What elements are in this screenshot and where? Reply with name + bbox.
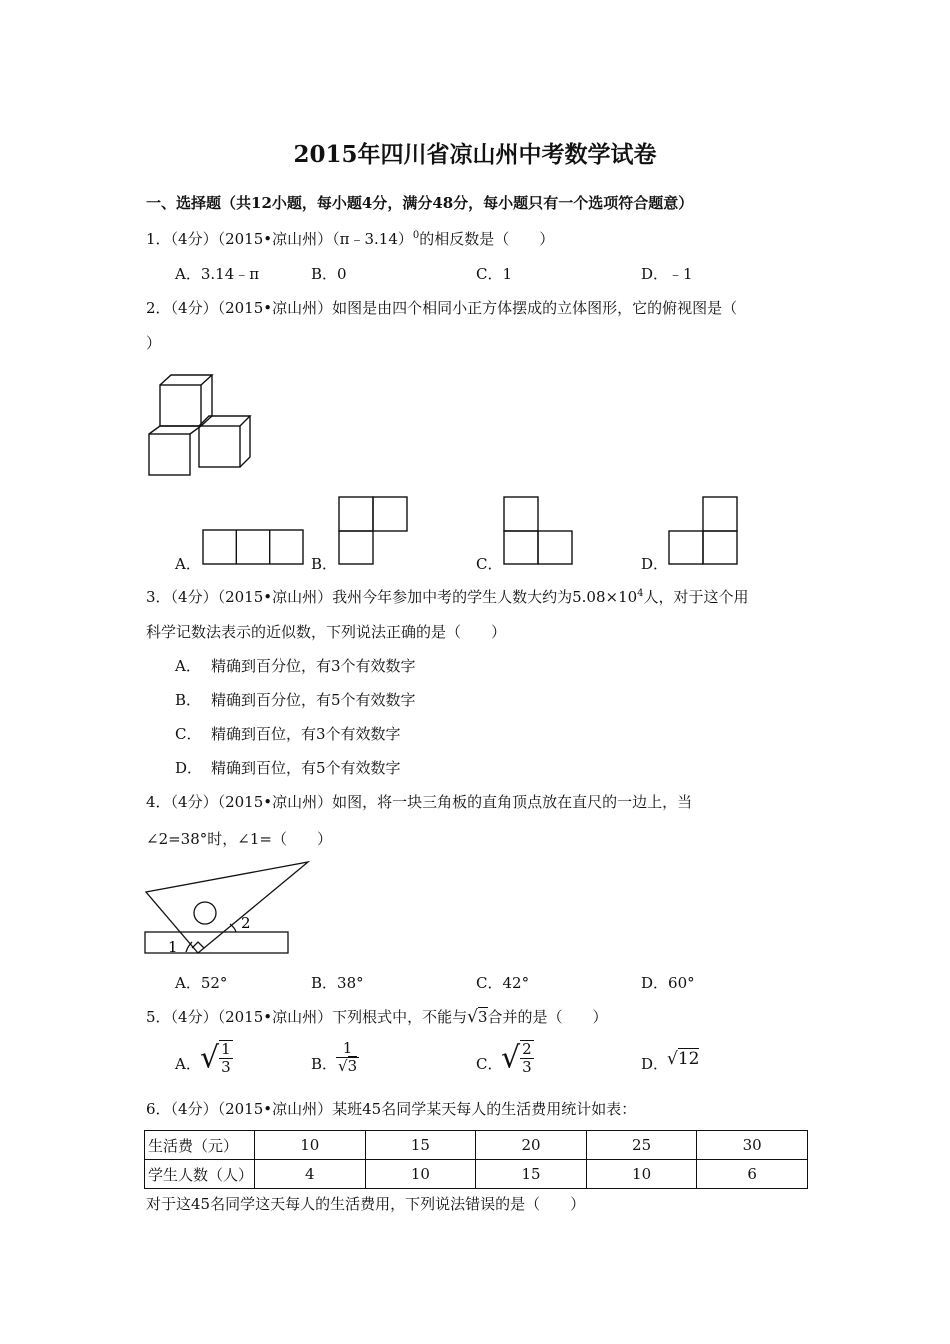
table-cell: 20 — [476, 1131, 587, 1160]
angle-2-arc — [230, 924, 236, 932]
question-5-option-a-label: A． — [175, 1055, 201, 1073]
set-square-hole — [194, 902, 216, 924]
question-5-stem — [146, 1006, 608, 1027]
table-cell: 15 — [365, 1131, 476, 1160]
question-1-option-b: B．0 — [311, 265, 347, 283]
question-3-exponent: 4 — [637, 588, 644, 599]
question-3-option-d-text: 精确到百位，有5个有效数字 — [211, 759, 401, 777]
question-1-option-a: A．3.14﹣π — [175, 265, 260, 283]
question-3-option-a-letter: A． — [175, 657, 201, 675]
radicand: 3 — [347, 1057, 358, 1075]
question-2-stem-line1: 2．（4分）（2015•凉山州）如图是由四个相同小正方体摆成的立体图形，它的俯视图是（ — [146, 299, 738, 317]
option-c-sqrt-fraction — [501, 1040, 534, 1076]
numerator: 2 — [522, 1040, 532, 1058]
question-4-option-a: A．52° — [175, 974, 228, 992]
question-1-stem-part2: 的相反数是（ ） — [419, 230, 555, 248]
question-3-option-a-text: 精确到百分位，有3个有效数字 — [211, 657, 416, 675]
question-2-option-a-label: A． — [175, 555, 201, 573]
top-cube-front — [160, 385, 201, 426]
angle-2-label: 2 — [241, 914, 251, 932]
option-b-fraction — [336, 1040, 359, 1075]
option-a-sqrt-fraction — [200, 1040, 233, 1076]
radical-sign: √ — [667, 1049, 678, 1069]
option-d-view-figure — [668, 496, 740, 566]
question-3-option-c-text: 精确到百位，有3个有效数字 — [211, 725, 401, 743]
denominator: 3 — [221, 1058, 231, 1076]
question-1-exponent: 0 — [412, 230, 420, 241]
question-3-stem-part1: 3．（4分）（2015•凉山州）我州今年参加中考的学生人数大约为5.08×10 — [146, 588, 638, 606]
cube-stack-figure — [140, 370, 270, 482]
bottom-left-cube-top — [149, 426, 201, 434]
denominator: 3 — [522, 1058, 532, 1076]
question-6-stem: 6．（4分）（2015•凉山州）某班45名同学某天每人的生活费用统计如表： — [146, 1100, 637, 1118]
question-1-stem — [146, 228, 554, 249]
ruler — [145, 932, 288, 953]
question-3-option-c-letter: C． — [175, 725, 202, 743]
question-3-stem-line2: 科学记数法表示的近似数，下列说法正确的是（ ） — [146, 623, 507, 641]
table-cell: 15 — [476, 1160, 587, 1189]
question-4-option-c: C．42° — [476, 974, 530, 992]
question-1-option-d: D．﹣1 — [641, 265, 693, 283]
question-4-stem-line1: 4．（4分）（2015•凉山州）如图，将一块三角板的直角顶点放在直尺的一边上，当 — [146, 793, 693, 811]
question-1-stem-part1: 1．（4分）（2015•凉山州）（π﹣3.14） — [146, 230, 413, 248]
numerator: 1 — [221, 1040, 231, 1058]
option-b-view-figure — [338, 496, 410, 566]
table-row — [145, 1160, 808, 1189]
radical-sign: √ — [338, 1057, 348, 1075]
radicand: 12 — [677, 1049, 700, 1069]
sqrt-3-radical: √ — [467, 1007, 478, 1027]
top-cube-top — [160, 375, 212, 385]
table-cell: 10 — [365, 1160, 476, 1189]
question-4-option-d: D．60° — [641, 974, 695, 992]
living-cost-table — [144, 1130, 808, 1189]
sqrt-3-radicand: 3 — [477, 1008, 488, 1026]
question-1-option-c: C．1 — [476, 265, 513, 283]
question-3-option-b-letter: B． — [175, 691, 202, 709]
table-cell: 6 — [697, 1160, 808, 1189]
table-row — [145, 1131, 808, 1160]
question-5-stem-part2: 合并的是（ ） — [487, 1008, 608, 1026]
question-3-option-b-text: 精确到百分位，有5个有效数字 — [211, 691, 416, 709]
fraction — [520, 1040, 534, 1076]
bottom-right-cube-front — [199, 426, 240, 467]
question-5-option-b-label: B． — [311, 1055, 338, 1073]
option-d-sqrt — [667, 1049, 699, 1069]
question-3-stem-line1 — [146, 586, 749, 607]
option-a-view-figure — [202, 529, 305, 566]
question-2-option-d-label: D． — [641, 555, 669, 573]
bottom-left-cube-front — [149, 434, 190, 475]
question-2-option-b-label: B． — [311, 555, 338, 573]
table-cell: 10 — [586, 1160, 697, 1189]
angle-1-arc — [186, 942, 192, 952]
radical-sign: √ — [200, 1040, 220, 1076]
option-c-view-figure — [503, 496, 575, 566]
page-title: 2015年四川省凉山州中考数学试卷 — [293, 141, 657, 168]
question-2-option-c-label: C． — [476, 555, 503, 573]
question-3-option-d-letter: D． — [175, 759, 203, 777]
question-4-stem-line2: ∠2=38°时，∠1=（ ） — [146, 830, 332, 848]
row-header-cost: 生活费（元） — [145, 1131, 255, 1160]
radical-sign: √ — [501, 1040, 521, 1076]
table-cell: 25 — [586, 1131, 697, 1160]
question-4-option-b: B．38° — [311, 974, 364, 992]
table-cell: 10 — [255, 1131, 366, 1160]
triangle-ruler-figure — [140, 856, 315, 961]
question-3-stem-part2: 人，对于这个用 — [643, 588, 749, 606]
table-cell: 4 — [255, 1160, 366, 1189]
question-2-stem-line2: ） — [146, 334, 162, 352]
question-6-followup: 对于这45名同学这天每人的生活费用，下列说法错误的是（ ） — [146, 1195, 586, 1213]
denominator — [336, 1057, 359, 1075]
numerator: 1 — [342, 1039, 353, 1057]
question-5-option-d-label: D． — [641, 1055, 669, 1073]
angle-1-label: 1 — [168, 938, 178, 956]
fraction — [336, 1040, 359, 1075]
question-5-stem-part1: 5．（4分）（2015•凉山州）下列根式中，不能与 — [146, 1008, 468, 1026]
right-angle-mark — [192, 942, 204, 948]
table-cell: 30 — [697, 1131, 808, 1160]
fraction — [219, 1040, 233, 1076]
question-5-option-c-label: C． — [476, 1055, 503, 1073]
section-heading: 一、选择题（共12小题，每小题4分，满分48分，每小题只有一个选项符合题意） — [146, 194, 694, 212]
row-header-students: 学生人数（人） — [145, 1160, 255, 1189]
